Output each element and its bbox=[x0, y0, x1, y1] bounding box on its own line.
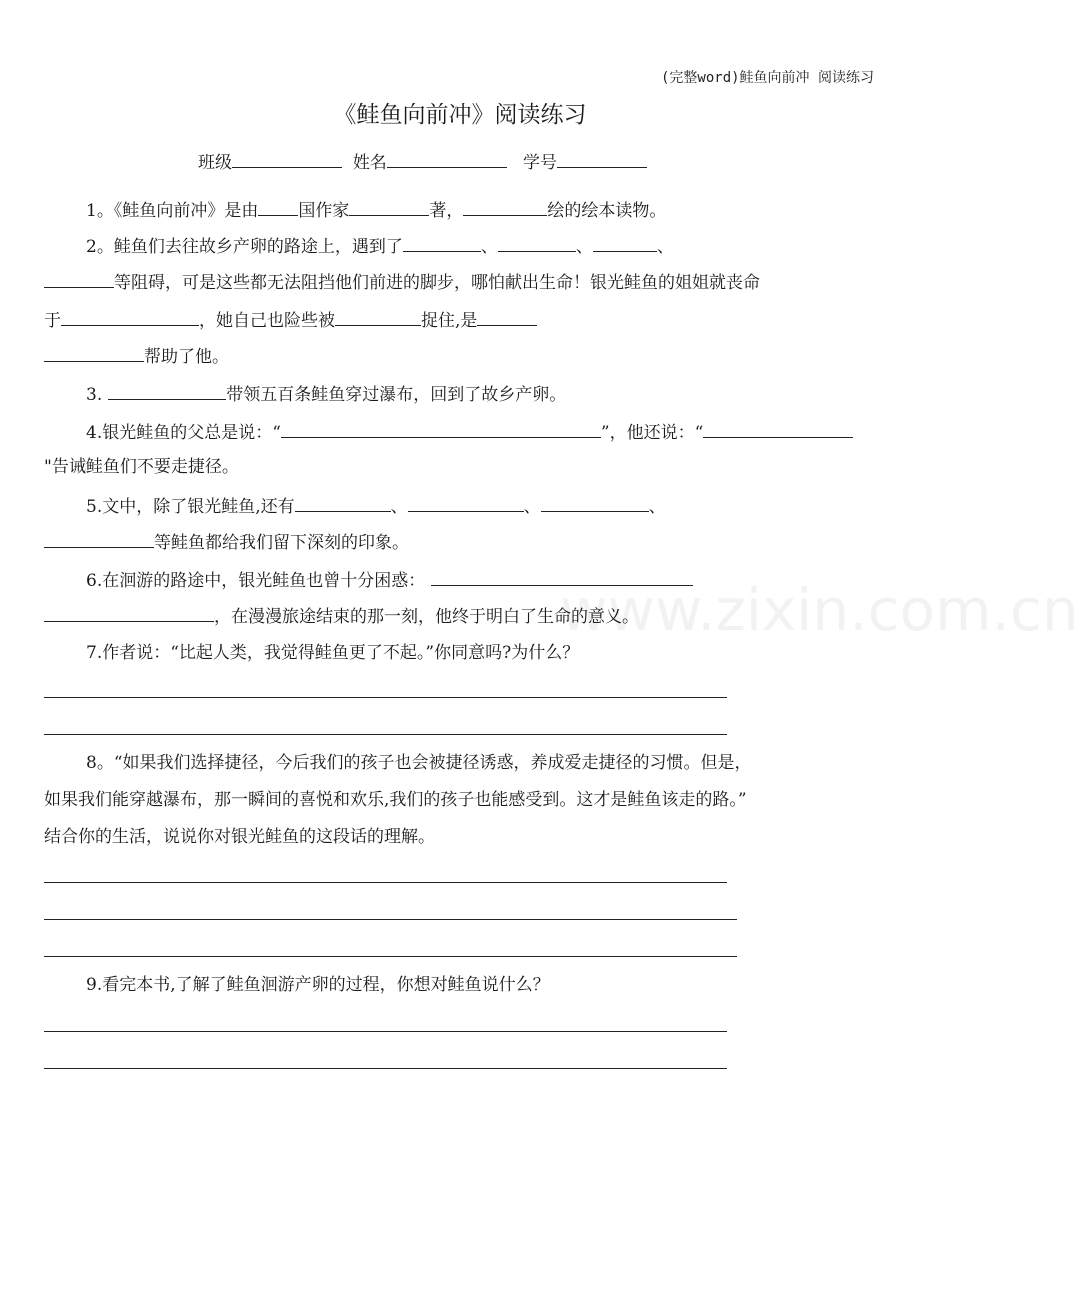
class-field[interactable] bbox=[232, 150, 342, 168]
student-info-row bbox=[198, 150, 647, 174]
q5-sep: 、 bbox=[648, 497, 666, 517]
q5-text-a: 5.文中，除了银光鲑鱼,还有 bbox=[86, 497, 295, 517]
document-header: (完整word)鲑鱼向前冲 阅读练习 bbox=[660, 70, 874, 86]
q3-blank[interactable] bbox=[108, 382, 226, 400]
question-8-line-2 bbox=[44, 789, 747, 811]
q8-text-line2: 如果我们能穿越瀑布，那一瞬间的喜悦和欢乐,我们的孩子也能感受到。这才是鲑鱼该走的路。” bbox=[44, 790, 747, 810]
q6-text-a: 6.在洄游的路途中，银光鲑鱼也曾十分困惑： bbox=[86, 571, 426, 591]
q2-sep: 、 bbox=[480, 237, 498, 257]
question-5-line-2 bbox=[44, 530, 409, 554]
q5-blank-1[interactable] bbox=[295, 494, 391, 512]
id-field[interactable] bbox=[557, 150, 647, 168]
q3-number: 3. bbox=[86, 385, 103, 405]
q1-text-a: 1。《鲑鱼向前冲》是由 bbox=[86, 201, 259, 221]
q9-text: 9.看完本书,了解了鲑鱼洄游产卵的过程，你想对鲑鱼说什么？ bbox=[86, 975, 550, 995]
q1-text-b: 国作家 bbox=[298, 201, 350, 221]
question-2-line-3 bbox=[44, 308, 537, 332]
q8-answer-line-2[interactable] bbox=[44, 919, 737, 920]
question-5 bbox=[86, 494, 666, 518]
q2-blank-1[interactable] bbox=[403, 234, 481, 252]
q2-blank-2[interactable] bbox=[498, 234, 576, 252]
q8-answer-line-1[interactable] bbox=[44, 882, 727, 883]
q7-text: 7.作者说：“比起人类，我觉得鲑鱼更了不起。”你同意吗?为什么？ bbox=[86, 643, 580, 663]
q2-blank-7[interactable] bbox=[477, 308, 537, 326]
id-label: 学号 bbox=[523, 153, 558, 173]
q4-blank-1[interactable] bbox=[281, 420, 601, 438]
q5-blank-3[interactable] bbox=[541, 494, 649, 512]
q6-blank-2[interactable] bbox=[44, 604, 214, 622]
question-4 bbox=[86, 420, 853, 444]
q2-blank-4[interactable] bbox=[44, 270, 114, 288]
q2-text-line4: 帮助了他。 bbox=[144, 347, 229, 367]
q1-blank-country[interactable] bbox=[258, 198, 298, 216]
q4-text-c: "告诫鲑鱼们不要走捷径。 bbox=[44, 457, 239, 477]
question-6-line-2 bbox=[44, 604, 639, 628]
q1-blank-illustrator[interactable] bbox=[463, 198, 547, 216]
question-4-line-2 bbox=[44, 456, 239, 478]
q8-text-line3: 结合你的生活，说说你对银光鲑鱼的这段话的理解。 bbox=[44, 827, 435, 847]
page-title: 《鲑鱼向前冲》阅读练习 bbox=[333, 102, 587, 128]
q8-answer-line-3[interactable] bbox=[44, 956, 737, 957]
q2-blank-6[interactable] bbox=[335, 308, 421, 326]
q2-blank-8[interactable] bbox=[44, 344, 144, 362]
q5-text-line2: 等鲑鱼都给我们留下深刻的印象。 bbox=[154, 533, 409, 553]
question-2 bbox=[86, 234, 674, 258]
q2-text-line3a: 于 bbox=[44, 311, 61, 331]
question-9 bbox=[86, 974, 550, 996]
q4-text-b: ”，他还说：“ bbox=[600, 423, 704, 443]
q2-text-line3c: 捉住,是 bbox=[421, 311, 478, 331]
q9-answer-line-1[interactable] bbox=[44, 1031, 727, 1032]
q5-sep: 、 bbox=[523, 497, 541, 517]
q7-answer-line-2[interactable] bbox=[44, 734, 727, 735]
q2-text-a: 2。鲑鱼们去往故乡产卵的路途上，遇到了 bbox=[86, 237, 403, 257]
q2-text-line2: 等阻碍，可是这些都无法阻挡他们前进的脚步，哪怕献出生命！银光鲑鱼的姐姐就丧命 bbox=[114, 273, 760, 293]
q2-text-line3b: ，她自己也险些被 bbox=[199, 311, 335, 331]
q2-blank-3[interactable] bbox=[593, 234, 657, 252]
q2-sep: 、 bbox=[575, 237, 593, 257]
question-3 bbox=[86, 382, 566, 406]
q4-blank-2[interactable] bbox=[703, 420, 853, 438]
q8-text-line1: 8。“如果我们选择捷径，今后我们的孩子也会被捷径诱惑，养成爱走捷径的习惯。但是， bbox=[86, 753, 752, 773]
question-2-line-4 bbox=[44, 344, 229, 368]
name-label: 姓名 bbox=[352, 153, 387, 173]
class-label: 班级 bbox=[198, 153, 232, 173]
watermark: www.zixin.com.cn bbox=[560, 576, 1079, 644]
q1-text-c: 著， bbox=[429, 201, 464, 221]
q7-answer-line-1[interactable] bbox=[44, 697, 727, 698]
q3-text: 带领五百条鲑鱼穿过瀑布，回到了故乡产卵。 bbox=[226, 385, 567, 405]
q4-text-a: 4.银光鲑鱼的父总是说：“ bbox=[86, 423, 281, 443]
q1-text-d: 绘的绘本读物。 bbox=[547, 201, 667, 221]
question-8-line-3 bbox=[44, 826, 435, 848]
question-8 bbox=[86, 752, 752, 774]
q9-answer-line-2[interactable] bbox=[44, 1068, 727, 1069]
q2-sep: 、 bbox=[656, 237, 674, 257]
q5-sep: 、 bbox=[390, 497, 408, 517]
q1-blank-author[interactable] bbox=[349, 198, 429, 216]
question-2-line-2 bbox=[44, 270, 760, 294]
name-field[interactable] bbox=[387, 150, 507, 168]
q6-text-line2: ，在漫漫旅途结束的那一刻，他终于明白了生命的意义。 bbox=[214, 607, 639, 627]
q5-blank-2[interactable] bbox=[408, 494, 524, 512]
question-1 bbox=[86, 198, 666, 222]
q2-blank-5[interactable] bbox=[61, 308, 199, 326]
q5-blank-4[interactable] bbox=[44, 530, 154, 548]
question-7 bbox=[86, 642, 579, 664]
